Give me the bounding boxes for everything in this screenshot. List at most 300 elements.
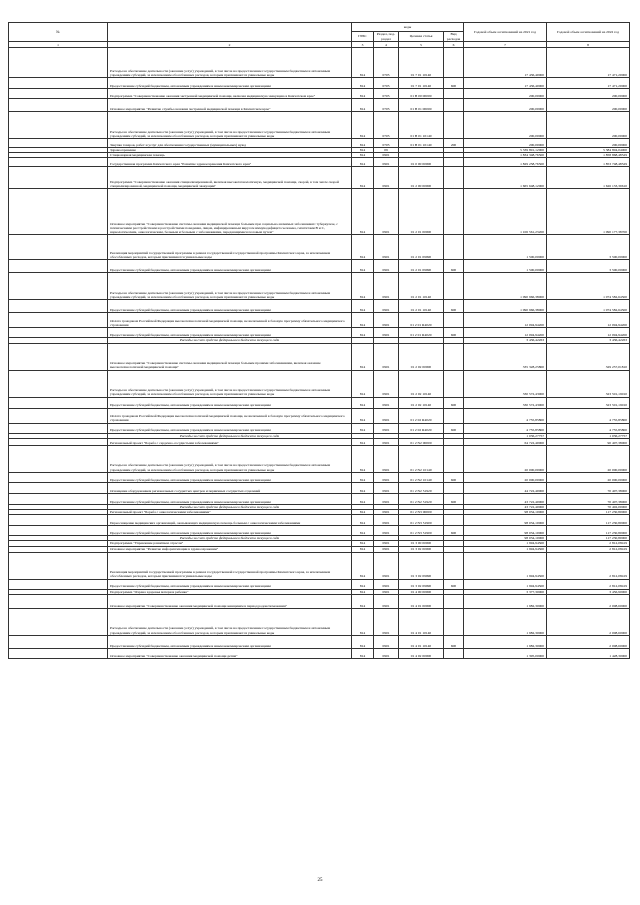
section-cell: 0901 (374, 328, 399, 338)
amount-2021-cell: 1 994,94500 (464, 541, 547, 546)
row-name-cell: Расходы на обеспечение деятельности (оказание услуг) учреждений, в том числе на предоставление государственным бюджетным и автономным учреждениям субсидий, за исключением обособленных расходов, которым присваиваются уникальные коды (108, 370, 352, 397)
target-cell: 01 7 01 10140 (399, 78, 444, 89)
grbs-cell: 814 (352, 153, 374, 158)
grbs-cell: 814 (352, 300, 374, 313)
grbs-cell: 814 (352, 343, 374, 370)
amount-2021-cell: 1 994,94500 (464, 552, 547, 579)
table-row (9, 189, 630, 235)
amount-2021-cell: 20 000,00000 (464, 472, 547, 482)
grbs-cell: 814 (352, 99, 374, 112)
row-name-cell: Предоставление субсидий бюджетным, автономным учреждениям и иным некоммерческим организациям (108, 472, 352, 482)
grbs-cell: 814 (352, 112, 374, 139)
row-name-cell: Основное мероприятие "Совершенствование оказания медицинской помощи женщинам в период родовспоможения" (108, 594, 352, 608)
row-number-cell (9, 515, 108, 526)
expense-type-cell: 600 (444, 526, 464, 536)
table-row (9, 328, 630, 338)
row-number-cell (9, 158, 108, 167)
grbs-cell: 814 (352, 438, 374, 445)
amount-2021-cell: 330 572,43000 (464, 370, 547, 397)
grbs-cell: 814 (352, 472, 374, 482)
amount-2021-cell: 17 436,40000 (464, 48, 547, 78)
row-number-cell (9, 99, 108, 112)
target-cell: 01 2 N2 00000 (399, 438, 444, 445)
section-cell: 0901 (374, 260, 399, 273)
row-number-cell (9, 300, 108, 313)
amount-2022-cell: 323 501,19010 (547, 397, 630, 408)
row-number-cell (9, 579, 108, 589)
table-row (9, 648, 630, 658)
amount-2021-cell: 98 034,10000 (464, 510, 547, 515)
section-cell: 0901 (374, 370, 399, 397)
amount-2021-cell: 20 000,00000 (464, 445, 547, 472)
section-cell: 0901 (374, 526, 399, 536)
section-cell: 0901 (374, 167, 399, 189)
amount-2022-cell: 329 257,01810 (547, 343, 630, 370)
row-name-cell: Региональный проект "Борьба с онкологическими заболеваниями" (108, 510, 352, 515)
section-cell: 0705 (374, 99, 399, 112)
amount-2022-cell: 2 008,60000 (547, 608, 630, 635)
amount-2021-cell: 5 339 891,12000 (464, 148, 547, 153)
section-cell: 0901 (374, 510, 399, 515)
amount-2022-cell: 117 230,80000 (547, 510, 630, 515)
row-name-cell: Подпрограмма "Совершенствование оказания экстренной медицинской помощи, включая медицинскую эвакуацию в Камчатском крае" (108, 89, 352, 99)
amount-2021-cell: 1 500,00000 (464, 260, 547, 273)
header-index: 2 (108, 42, 352, 48)
amount-2021-cell: 12 094,94200 (464, 313, 547, 328)
expense-type-cell: 600 (444, 423, 464, 433)
grbs-cell: 814 (352, 273, 374, 300)
row-number-cell (9, 423, 108, 433)
row-number-cell (9, 608, 108, 635)
row-name-cell: Основное мероприятие "Развитие информатизации в здравоохранении" (108, 546, 352, 552)
grbs-cell: 814 (352, 648, 374, 658)
row-name-cell: Расходы на обеспечение деятельности (оказание услуг) учреждений, в том числе на предоставление государственным бюджетным и автономным учреждениям субсидий, за исключением обособленных расходов, которым присваиваются уникальные коды (108, 273, 352, 300)
target-cell: 01 2 N3 51900 (399, 515, 444, 526)
grbs-cell: 814 (352, 408, 374, 423)
grbs-cell: 814 (352, 552, 374, 579)
row-number-cell (9, 260, 108, 273)
table-row (9, 438, 630, 445)
amount-2021-cell: 1 982,30000 (464, 608, 547, 635)
amount-2021-cell: 4 755,85800 (464, 423, 547, 433)
target-cell: 01 3 00 00000 (399, 541, 444, 546)
target-cell: 01 2 N2 51920 (399, 493, 444, 504)
target-cell: 01 2 01 00000 (399, 189, 444, 235)
target-cell: 01 3 02 09990 (399, 579, 444, 589)
grbs-cell: 814 (352, 526, 374, 536)
target-cell: 01 2 01 10140 (399, 300, 444, 313)
section-cell: 0901 (374, 343, 399, 370)
amount-2021-cell: 64 722,40000 (464, 438, 547, 445)
amount-2022-cell: 200,00000 (547, 112, 630, 139)
row-number-cell (9, 370, 108, 397)
row-name-cell: Расходы за счет средств федерального бюджета текущего года (108, 504, 352, 509)
section-cell: 0901 (374, 608, 399, 635)
expense-type-cell (444, 158, 464, 167)
header-codes: коды (352, 23, 464, 32)
grbs-cell: 814 (352, 579, 374, 589)
amount-2022-cell: 200,00000 (547, 139, 630, 148)
amount-2022-cell: 12 094,94200 (547, 313, 630, 328)
table-row (9, 482, 630, 493)
section-cell: 0901 (374, 515, 399, 526)
row-name-cell: Подпрограмма "Совершенствование оказания специализированной, включая высокотехнологичную, медицинской помощи, скорой, в том числе скорой специализированной, медицинской помощи, медицинской эвакуации" (108, 167, 352, 189)
amount-2021-cell: 1 834 348,76500 (464, 153, 547, 158)
section-cell: 0901 (374, 438, 399, 445)
row-name-cell: Подпрограмма "Управление развитием отрасли" (108, 541, 352, 546)
amount-2022-cell: 117 230,80000 (547, 526, 630, 536)
amount-2021-cell: 98 034,10000 (464, 526, 547, 536)
section-cell: 0901 (374, 579, 399, 589)
section-cell: 0901 (374, 235, 399, 260)
amount-2022-cell: 20 000,00000 (547, 472, 630, 482)
row-name-cell: Основное мероприятие "Совершенствование оказания медицинской помощи детям" (108, 648, 352, 658)
amount-2022-cell: 200,00000 (547, 99, 630, 112)
amount-2022-cell: 2 008,60000 (547, 594, 630, 608)
grbs-cell: 814 (352, 328, 374, 338)
row-name-cell: Предоставление субсидий бюджетным, автономным учреждениям и иным некоммерческим организациям (108, 78, 352, 89)
row-name-cell: Оплата гражданам Российской Федерации высокотехнологичной медицинской помощи, не включенной в базовую программу обязательного медицинского страхования (108, 408, 352, 423)
amount-2022-cell: 12 094,94200 (547, 328, 630, 338)
amount-2021-cell: 1 994,94500 (464, 579, 547, 589)
section-cell: 0901 (374, 635, 399, 648)
amount-2021-cell: 200,00000 (464, 112, 547, 139)
target-cell: 01 2 02 10140 (399, 397, 444, 408)
amount-2022-cell: 3 500,00000 (547, 260, 630, 273)
grbs-cell: 814 (352, 260, 374, 273)
target-cell: 01 2 01 R4020 (399, 313, 444, 328)
row-number-cell (9, 273, 108, 300)
table-row (9, 167, 630, 189)
grbs-cell: 814 (352, 594, 374, 608)
section-cell: 09 (374, 148, 399, 153)
amount-2022-cell: 2 812,08419 (547, 552, 630, 579)
target-cell: 01 В 01 00000 (399, 99, 444, 112)
row-name-cell: Закупка товаров, работ и услуг для обеспечения государственных (муниципальных) нужд (108, 139, 352, 148)
table-row (9, 526, 630, 536)
target-cell: 01 В 01 10140 (399, 112, 444, 139)
grbs-cell: 814 (352, 482, 374, 493)
row-name-cell: Оплата гражданам Российской Федерации высокотехнологичной медицинской помощи, не включенной в базовую программу обязательного медицинского страхования (108, 313, 352, 328)
section-cell: 0901 (374, 541, 399, 546)
row-number-cell (9, 552, 108, 579)
target-cell: 01 2 01 10140 (399, 273, 444, 300)
amount-2022-cell: 3 500,00000 (547, 235, 630, 260)
row-name-cell: Предоставление субсидий бюджетным, автономным учреждениям и иным некоммерческим организациям (108, 397, 352, 408)
target-cell: 01 7 01 10140 (399, 48, 444, 78)
section-cell: 0901 (374, 189, 399, 235)
expense-type-cell: 600 (444, 635, 464, 648)
expense-type-cell: 600 (444, 300, 464, 313)
grbs-cell: 814 (352, 445, 374, 472)
amount-2021-cell: 4 755,85800 (464, 408, 547, 423)
row-name-cell: Расходы за счет средств федерального бюджета текущего года (108, 338, 352, 343)
amount-2022-cell: 3 436,42263 (547, 338, 630, 343)
table-row (9, 472, 630, 482)
grbs-cell: 814 (352, 313, 374, 328)
amount-2021-cell: 1 090 966,38000 (464, 273, 547, 300)
section-cell: 0901 (374, 589, 399, 594)
amount-2022-cell: 1 428,30000 (547, 648, 630, 658)
row-name-cell: Расходы на обеспечение деятельности (оказание услуг) учреждений, в том числе на предоставление государственным бюджетным и автономным учреждениям субсидий, за исключением обособленных расходов, которым присваиваются уникальные коды (108, 48, 352, 78)
target-cell: 01 4 00 00000 (399, 589, 444, 594)
target-cell: 01 4 01 10140 (399, 608, 444, 635)
row-name-cell: Предоставление субсидий бюджетным, автономным учреждениям и иным некоммерческим организациям (108, 328, 352, 338)
grbs-cell: 814 (352, 635, 374, 648)
amount-2022-cell: 5 384 804,04000 (547, 148, 630, 153)
header-index: 1 (9, 42, 108, 48)
target-cell: 01 2 N3 51900 (399, 526, 444, 536)
row-number-cell (9, 112, 108, 139)
expense-type-cell: 600 (444, 579, 464, 589)
table-row (9, 579, 630, 589)
expense-type-cell: 600 (444, 493, 464, 504)
page-number: 25 (317, 878, 323, 883)
grbs-cell: 814 (352, 589, 374, 594)
grbs-cell: 814 (352, 546, 374, 552)
target-cell: 01 0 00 00000 (399, 158, 444, 167)
row-number-cell (9, 594, 108, 608)
table-row (9, 158, 630, 167)
amount-2021-cell: 1 994,94500 (464, 546, 547, 552)
table-row (9, 139, 630, 148)
row-name-cell: Предоставление субсидий бюджетным, автономным учреждениям и иным некоммерческим организациям (108, 493, 352, 504)
header-2021: Годовой объем ассигнований на 2021 год (464, 23, 547, 42)
header-name (108, 23, 352, 42)
row-name-cell: Подпрограмма "Охрана здоровья матери и ребенка" (108, 589, 352, 594)
section-cell: 0705 (374, 139, 399, 148)
row-name-cell: Предоставление субсидий бюджетным, автономным учреждениям и иным некоммерческим организациям (108, 300, 352, 313)
target-cell: 01 2 01 09990 (399, 260, 444, 273)
expense-type-cell (444, 235, 464, 260)
target-cell: 01 3 02 00000 (399, 546, 444, 552)
section-cell: 0901 (374, 397, 399, 408)
header-index: 4 (374, 42, 399, 48)
grbs-cell: 814 (352, 189, 374, 235)
row-name-cell: Основное мероприятие "Развитие службы оказания экстренной медицинской помощи в Камчатском крае" (108, 99, 352, 112)
header-index: 3 (352, 42, 374, 48)
target-cell: 01 2 N2 51920 (399, 482, 444, 493)
row-name-cell: Предоставление субсидий бюджетным, автономным учреждениям и иным некоммерческим организациям (108, 260, 352, 273)
amount-2021-cell: 200,00000 (464, 139, 547, 148)
target-cell: 01 2 N2 10140 (399, 472, 444, 482)
row-name-cell: Оснащение оборудованием региональных сосудистых центров и первичных сосудистых отделений (108, 482, 352, 493)
amount-2022-cell: 1 074 582,64500 (547, 300, 630, 313)
section-cell: 0901 (374, 158, 399, 167)
grbs-cell: 814 (352, 48, 374, 78)
header-target: Целевая статья (399, 32, 444, 42)
amount-2022-cell: 70 402,00000 (547, 504, 630, 509)
amount-2021-cell: 1 500,00000 (464, 235, 547, 260)
amount-2021-cell: 1 090 966,38000 (464, 300, 547, 313)
budget-table (8, 22, 630, 659)
row-name-cell: Реализация мероприятий государственной программы в рамках государственной государственной программы Камчатского края, за исключением обособленных расходов, которым присваиваются уникальные коды (108, 552, 352, 579)
header-index: 6 (444, 42, 464, 48)
table-row (9, 515, 630, 526)
amount-2022-cell: 2 812,08419 (547, 541, 630, 546)
amount-2022-cell: 1 090 177,38700 (547, 189, 630, 235)
target-cell: 01 2 02 R4020 (399, 408, 444, 423)
expense-type-cell (444, 189, 464, 235)
amount-2022-cell: 117 230,80000 (547, 536, 630, 541)
grbs-cell: 814 (352, 235, 374, 260)
row-number-cell (9, 48, 108, 78)
header-number: № (9, 23, 108, 42)
target-cell: 01 В 01 10140 (399, 139, 444, 148)
section-cell: 0901 (374, 313, 399, 328)
row-name-cell: Расходы за счет средств федерального бюджета текущего года (108, 433, 352, 438)
grbs-cell: 814 (352, 541, 374, 546)
expense-type-cell (444, 408, 464, 423)
header-index: 7 (464, 42, 547, 48)
row-name-cell: Расходы на обеспечение деятельности (оказание услуг) учреждений, в том числе на предоставление государственным бюджетным и автономным учреждениям субсидий, за исключением обособленных расходов, которым присваиваются уникальные коды (108, 608, 352, 635)
amount-2021-cell: 12 094,94200 (464, 328, 547, 338)
row-name-cell: Стационарная медицинская помощь (108, 153, 352, 158)
section-cell: 0901 (374, 153, 399, 158)
table-row (9, 260, 630, 273)
row-name-cell: Расходы на обеспечение деятельности (оказание услуг) учреждений, в том числе на предоставление государственным бюджетным и автономным учреждениям субсидий, за исключением обособленных расходов, которым присваиваются уникальные коды (108, 112, 352, 139)
expense-type-cell: 600 (444, 472, 464, 482)
table-row (9, 445, 630, 472)
row-name-cell: Основное мероприятие "Совершенствование системы оказания медицинской помощи больным прочими заболеваниями, включая оказание высокотехнологичной медицинской помощи" (108, 343, 352, 370)
row-number-cell (9, 648, 108, 658)
amount-2021-cell: 43 722,40000 (464, 493, 547, 504)
grbs-cell: 814 (352, 608, 374, 635)
amount-2022-cell: 117 230,80000 (547, 515, 630, 526)
amount-2021-cell: 1 395,00000 (464, 648, 547, 658)
grbs-cell: 814 (352, 148, 374, 153)
expense-type-cell (444, 167, 464, 189)
amount-2022-cell: 200,00000 (547, 89, 630, 99)
row-name-cell: Расходы на обеспечение деятельности (оказание услуг) учреждений, в том числе на предоставление государственным бюджетным и автономным учреждениям субсидий, за исключением обособленных расходов, которым присваиваются уникальные коды (108, 445, 352, 472)
section-cell: 0901 (374, 648, 399, 658)
row-number-cell (9, 189, 108, 235)
amount-2021-cell: 200,00000 (464, 99, 547, 112)
amount-2022-cell: 1 074 582,64500 (547, 273, 630, 300)
amount-2022-cell: 1 036,27757 (547, 433, 630, 438)
table-row (9, 594, 630, 608)
section-cell: 0901 (374, 493, 399, 504)
table-row (9, 408, 630, 423)
amount-2021-cell: 44 722,40000 (464, 482, 547, 493)
amount-2022-cell: 4 755,85800 (547, 423, 630, 433)
table-row (9, 493, 630, 504)
table-row (9, 48, 630, 78)
table-row (9, 370, 630, 397)
section-cell: 0705 (374, 112, 399, 139)
amount-2021-cell: 1 982,30000 (464, 594, 547, 608)
expense-type-cell (444, 482, 464, 493)
header-grbs: ГРБС (352, 32, 374, 42)
amount-2021-cell: 1 106 561,23200 (464, 189, 547, 235)
target-cell: 01 2 02 10140 (399, 370, 444, 397)
header-2022: Годовой объем ассигнований на 2022 год (547, 23, 630, 42)
amount-2022-cell: 2 812,08419 (547, 579, 630, 589)
section-cell: 0901 (374, 273, 399, 300)
amount-2021-cell: 3 436,42263 (464, 338, 547, 343)
section-cell: 0901 (374, 423, 399, 433)
table-body (9, 48, 630, 659)
row-name-cell: Региональный проект "Борьба с сердечно-сосудистыми заболеваниями" (108, 438, 352, 445)
table-row (9, 397, 630, 408)
expense-type-cell: 600 (444, 397, 464, 408)
expense-type-cell: 600 (444, 260, 464, 273)
row-name-cell: Здравоохранение (108, 148, 352, 153)
section-cell: 0901 (374, 594, 399, 608)
table-row (9, 552, 630, 579)
expense-type-cell (444, 48, 464, 78)
grbs-cell: 814 (352, 423, 374, 433)
target-cell: 01 4 01 00000 (399, 594, 444, 608)
expense-type-cell (444, 552, 464, 579)
grbs-cell: 814 (352, 139, 374, 148)
table-row (9, 608, 630, 635)
row-number-cell (9, 397, 108, 408)
row-number-cell (9, 167, 108, 189)
table-row (9, 635, 630, 648)
amount-2021-cell: 3 377,30000 (464, 589, 547, 594)
section-cell: 0901 (374, 472, 399, 482)
amount-2022-cell: 70 407,38000 (547, 482, 630, 493)
expense-type-cell (444, 273, 464, 300)
expense-type-cell (444, 343, 464, 370)
target-cell: 01 3 02 09990 (399, 552, 444, 579)
grbs-cell: 814 (352, 493, 374, 504)
expense-type-cell: 600 (444, 78, 464, 89)
section-cell: 0705 (374, 78, 399, 89)
table-row (9, 343, 630, 370)
table-row (9, 112, 630, 139)
amount-2022-cell: 17 471,20000 (547, 78, 630, 89)
table-row (9, 300, 630, 313)
amount-2021-cell: 98 034,10000 (464, 536, 547, 541)
expense-type-cell (444, 594, 464, 608)
row-number-cell (9, 482, 108, 493)
row-name-cell: Переоснащение медицинских организаций, оказывающих медицинскую помощь больным с онкологическими заболеваниями (108, 515, 352, 526)
target-cell: 01 2 01 09990 (399, 235, 444, 260)
row-number-cell (9, 635, 108, 648)
expense-type-cell (444, 608, 464, 635)
grbs-cell: 814 (352, 158, 374, 167)
target-cell: 01 2 01 R4020 (399, 328, 444, 338)
grbs-cell: 814 (352, 510, 374, 515)
row-name-cell: Предоставление субсидий бюджетным, автономным учреждениям и иным некоммерческим организациям (108, 579, 352, 589)
section-cell: 0901 (374, 482, 399, 493)
amount-2022-cell: 20 000,00000 (547, 445, 630, 472)
target-cell: 01 В 00 00000 (399, 89, 444, 99)
row-number-cell (9, 343, 108, 370)
amount-2022-cell: 2 812,08419 (547, 546, 630, 552)
expense-type-cell (444, 648, 464, 658)
section-cell: 0901 (374, 552, 399, 579)
target-cell: 01 2 N3 00000 (399, 510, 444, 515)
table-row (9, 235, 630, 260)
grbs-cell: 814 (352, 78, 374, 89)
section-cell: 0901 (374, 445, 399, 472)
table-row (9, 273, 630, 300)
amount-2021-cell: 1 665 648,12000 (464, 167, 547, 189)
row-number-cell (9, 408, 108, 423)
amount-2022-cell: 17 471,20000 (547, 48, 630, 78)
target-cell: 01 4 02 00000 (399, 648, 444, 658)
grbs-cell: 814 (352, 370, 374, 397)
expense-type-cell: 600 (444, 328, 464, 338)
header-index: 5 (399, 42, 444, 48)
section-cell: 0901 (374, 300, 399, 313)
amount-2022-cell: 90 407,38000 (547, 438, 630, 445)
amount-2021-cell: 200,00000 (464, 89, 547, 99)
row-name-cell: Реализация мероприятий государственной программы в рамках государственной государственной программы Камчатского края, за исключением обособленных расходов, которым присваиваются уникальные коды (108, 235, 352, 260)
